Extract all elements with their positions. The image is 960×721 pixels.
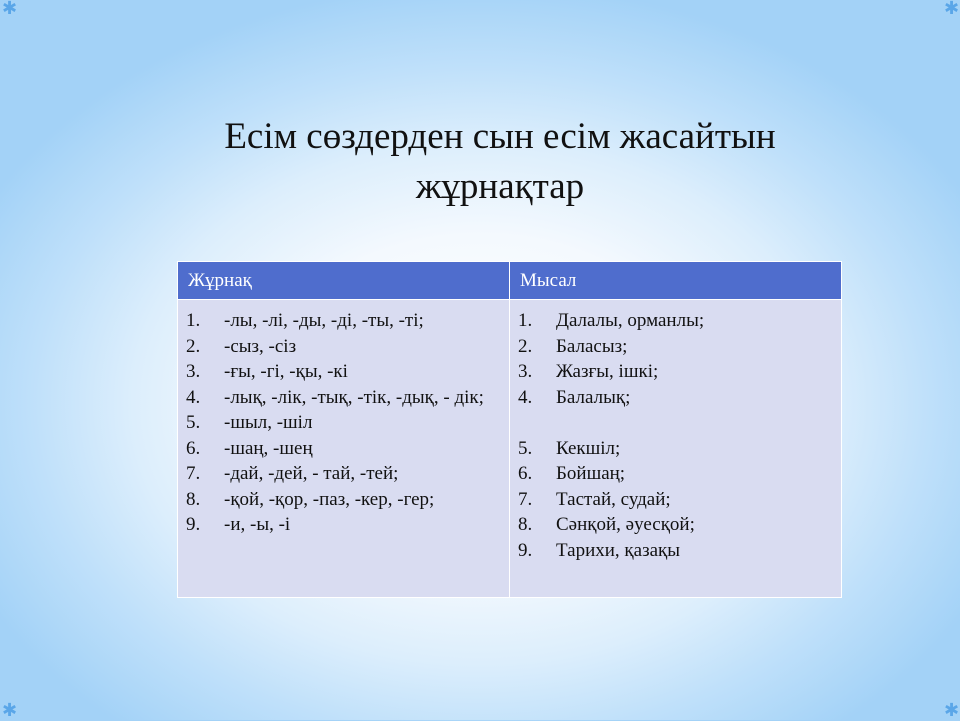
suffix-list-item — [186, 410, 503, 436]
example-list-item-text: Далалы, орманлы; — [556, 310, 705, 331]
example-list-item-number: 2. — [518, 335, 533, 357]
suffix-list-item-number: 6. — [186, 437, 201, 459]
example-list — [518, 308, 835, 563]
example-list-item — [518, 359, 835, 385]
suffix-list-item — [186, 512, 503, 538]
suffix-list-item-number: 4. — [186, 386, 201, 408]
example-list-item-text: Тастай, судай; — [556, 488, 671, 510]
suffix-list-item — [186, 436, 503, 462]
suffix-list-item-text: -дай, -дей, - тай, -тей; — [224, 463, 399, 484]
example-list-item-text: Жазғы, ішкі; — [556, 361, 659, 382]
suffix-list-item-number: 7. — [186, 463, 201, 484]
slide-title-line-2: жұрнақтар — [415, 166, 585, 207]
suffix-list-item-number: 1. — [186, 310, 201, 331]
suffix-list-item — [186, 334, 503, 360]
suffix-list-item-number: 9. — [186, 514, 201, 535]
suffix-list-item — [186, 461, 503, 487]
table-row — [178, 300, 842, 598]
slide-title — [120, 112, 880, 212]
suffix-list-item-number: 8. — [186, 488, 201, 510]
suffix-list-item-text: -ғы, -гі, -қы, -кі — [224, 361, 348, 382]
corner-star-icon: ✱ — [2, 0, 18, 19]
suffix-list-item-text: -шыл, -шіл — [224, 412, 313, 433]
suffix-list-item-number: 3. — [186, 361, 201, 382]
example-list-item-number: 5. — [518, 437, 533, 459]
example-list-item — [518, 334, 835, 360]
example-list-item-text: Баласыз; — [556, 335, 628, 357]
example-list-item — [518, 385, 835, 411]
suffix-list-item — [186, 359, 503, 385]
example-list-item-number: 6. — [518, 463, 533, 484]
example-list-item — [518, 512, 835, 538]
column-header-example: Мысал — [510, 262, 842, 300]
column-header-suffix: Жұрнақ — [178, 262, 510, 300]
suffix-list-item-text: -лы, -лі, -ды, -ді, -ты, -ті; — [224, 310, 424, 331]
suffix-list-item-text: -шаң, -шең — [224, 437, 313, 459]
example-list-item — [518, 308, 835, 334]
suffix-list-item-text: -и, -ы, -і — [224, 514, 291, 535]
suffix-list-item-text: -лық, -лік, -тық, -тік, -дық, - дік; — [224, 386, 484, 408]
table-header-row — [178, 262, 842, 300]
slide-title-line-1: Есім сөздерден сын есім жасайтын — [224, 116, 776, 157]
example-list-item-number: 1. — [518, 310, 533, 331]
example-list-item-number: 7. — [518, 488, 533, 510]
example-list-item-text: Кекшіл; — [556, 437, 621, 459]
example-list-item — [518, 538, 835, 564]
example-list-item — [518, 487, 835, 513]
example-list-item-number: 8. — [518, 514, 533, 535]
suffix-list-item-text: -қой, -қор, -паз, -кер, -гер; — [224, 488, 435, 510]
suffix-table — [177, 261, 842, 598]
suffix-list-item-number: 2. — [186, 335, 201, 357]
example-list-item-text: Тарихи, қазақы — [556, 539, 681, 561]
suffix-cell — [178, 300, 510, 598]
suffix-list-item-text: -сыз, -сіз — [224, 335, 297, 357]
corner-star-icon: ✱ — [944, 700, 960, 721]
example-cell — [510, 300, 842, 598]
example-list-item-number: 9. — [518, 539, 533, 561]
corner-star-icon: ✱ — [944, 0, 960, 19]
suffix-list-item — [186, 385, 503, 411]
suffix-list-item — [186, 308, 503, 334]
example-list-item-number: 3. — [518, 361, 533, 382]
suffix-list-item-number: 5. — [186, 412, 201, 433]
example-list-item-text: Сәнқой, әуесқой; — [556, 514, 695, 535]
example-list-item-text: Бойшаң; — [556, 463, 626, 484]
example-list-item — [518, 461, 835, 487]
example-list-item-number: 4. — [518, 386, 533, 408]
example-list-item — [518, 436, 835, 462]
example-list-item-text: Балалық; — [556, 386, 631, 408]
suffix-list — [186, 308, 503, 538]
corner-star-icon: ✱ — [2, 700, 18, 721]
suffix-list-item — [186, 487, 503, 513]
